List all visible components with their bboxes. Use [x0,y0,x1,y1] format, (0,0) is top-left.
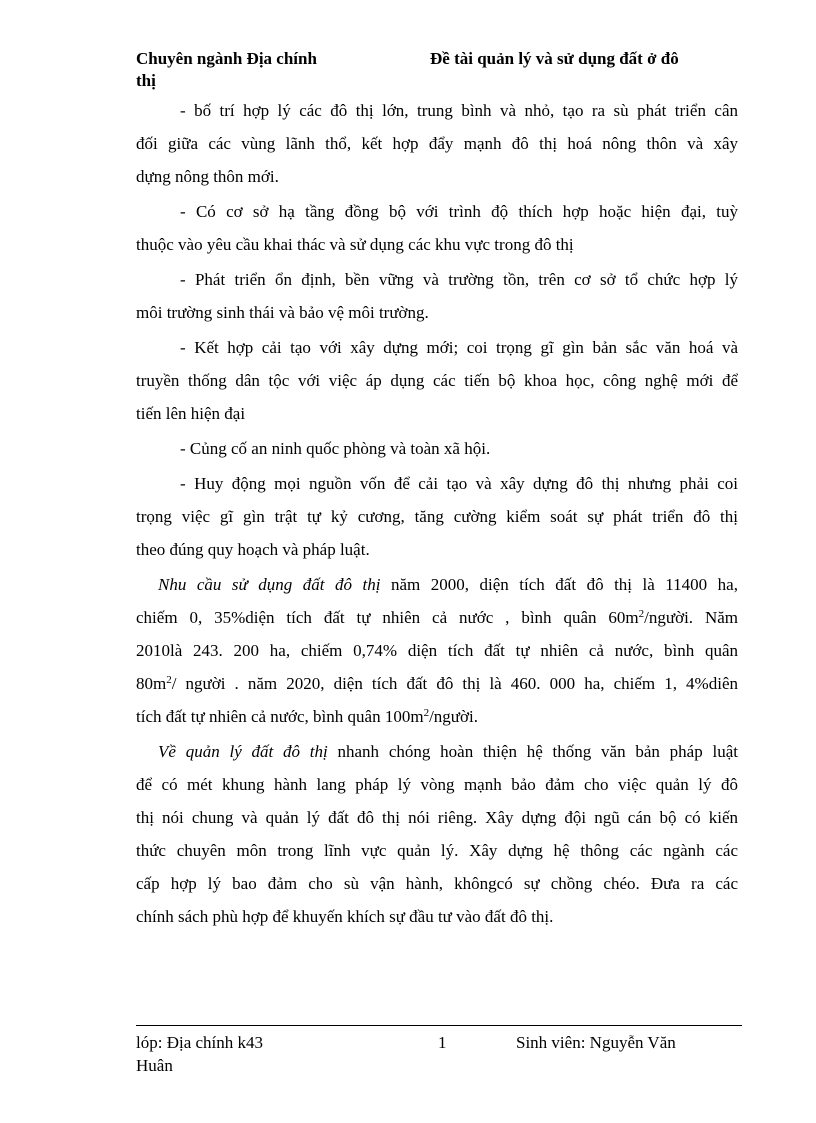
text-run: để có mét khung hành lang pháp lý vòng mạnh bảo đảm cho việc quản lý đô [136,775,738,794]
superscript: 2 [638,608,645,620]
footer-student: Sinh viên: Nguyễn Văn [516,1033,676,1052]
paragraph [136,568,738,733]
paragraph [136,432,738,465]
text-run: dựng nông thôn mới. [136,167,279,186]
page-number: 1 [438,1033,447,1052]
text-line [136,634,738,667]
text-line [136,601,738,634]
header-topic: Đề tài quản lý và sử dụng đất ở đô [430,49,679,68]
text-line [136,667,738,700]
text-line [136,568,738,601]
text-line [136,735,738,768]
text-run: tiến lên hiện đại [136,404,246,423]
text-line [136,500,738,533]
text-run: /người. Năm [644,608,738,627]
text-run: theo đúng quy hoạch và pháp luật. [136,540,370,559]
text-run: - bố trí hợp lý các đô thị lớn, trung bình và nhỏ, tạo ra sù phát triển cân [180,101,738,120]
text-line [136,296,738,329]
italic-lead: Về quản lý đất đô thị [158,742,328,761]
text-run: chính sách phù hợp để khuyến khích sự đầu tư vào đất đô thị. [136,907,554,926]
text-run: năm 2000, diện tích đất đô thị là 11400 ha, [380,575,738,594]
text-line [136,432,738,465]
text-run: - Huy động mọi nguồn vốn để cải tạo và xây dựng đô thị nhưng phải coi [180,474,738,493]
text-line [136,331,738,364]
text-run: 80m [136,674,167,693]
text-line [136,228,738,261]
footer-student-wrap: Huân [136,1056,173,1075]
text-run: 2010là 243. 200 ha, chiếm 0,74% diện tích đất tự nhiên cả nước, bình quân [136,641,738,660]
text-run: môi trường sinh thái và bảo vệ môi trường. [136,303,429,322]
text-run: thức chuyên môn trong lĩnh vực quản lý. Xây dựng hệ thông các ngành các [136,841,738,860]
text-run: tích đất tự nhiên cả nước, bình quân 100m [136,707,424,726]
text-line [136,801,738,834]
text-line [136,127,738,160]
text-run: - Kết hợp cải tạo với xây dựng mới; coi trọng gĩ gìn bản sắc văn hoá và [180,338,738,357]
text-line [136,768,738,801]
text-run: chiếm 0, 35%diện tích đất tự nhiên cả nước , bình quân 60m [136,608,639,627]
text-line [136,700,738,733]
text-run: / người . năm 2020, diện tích đất đô thị là 460. 000 ha, chiếm 1, 4%diên [171,674,738,693]
paragraph [136,195,738,261]
text-run: - Phát triển ổn định, bền vững và trường tồn, trên cơ sở tổ chức hợp lý [180,270,738,289]
text-line [136,94,738,127]
text-line [136,364,738,397]
text-line [136,467,738,500]
text-run: - Củng cố an ninh quốc phòng và toàn xã hội. [180,439,491,458]
footer-class: lóp: Địa chính k43 [136,1033,264,1052]
paragraph [136,331,738,430]
text-line [136,834,738,867]
text-line [136,900,738,933]
paragraph [136,263,738,329]
header-major: Chuyên ngành Địa chính [136,49,317,68]
text-line [136,867,738,900]
text-run: - Có cơ sở hạ tầng đồng bộ với trình độ thích hợp hoặc hiện đại, tuỳ [180,202,738,221]
paragraph [136,735,738,933]
text-line [136,195,738,228]
text-line [136,533,738,566]
text-line [136,160,738,193]
document-body [136,94,738,935]
text-run: truyền thống dân tộc với việc áp dụng các tiến bộ khoa học, công nghệ mới để [136,371,738,390]
superscript: 2 [423,707,430,719]
text-run: đối giữa các vùng lãnh thổ, kết hợp đẩy mạnh đô thị hoá nông thôn và xây [136,134,738,153]
text-run: cấp hợp lý bao đảm cho sù vận hành, khôngcó sự chồng chéo. Đưa ra các [136,874,738,893]
header-topic-wrap: thị [136,71,156,90]
paragraph [136,94,738,193]
text-run: trọng việc gĩ gìn trật tự kỷ cương, tăng cường kiểm soát sự phát triển đô thị [136,507,738,526]
text-run: nhanh chóng hoàn thiện hệ thống văn bản pháp luật [327,742,738,761]
text-run: thị nói chung và quản lý đất đô thị nói riêng. Xây dựng đội ngũ cán bộ có kiến [136,808,738,827]
footer-divider [136,1025,742,1026]
text-line [136,397,738,430]
italic-lead: Nhu cầu sử dụng đất đô thị [158,575,381,594]
paragraph [136,467,738,566]
text-run: thuộc vào yêu cầu khai thác và sử dụng các khu vực trong đô thị [136,235,574,254]
text-run: /người. [429,707,478,726]
superscript: 2 [166,674,172,686]
text-line [136,263,738,296]
